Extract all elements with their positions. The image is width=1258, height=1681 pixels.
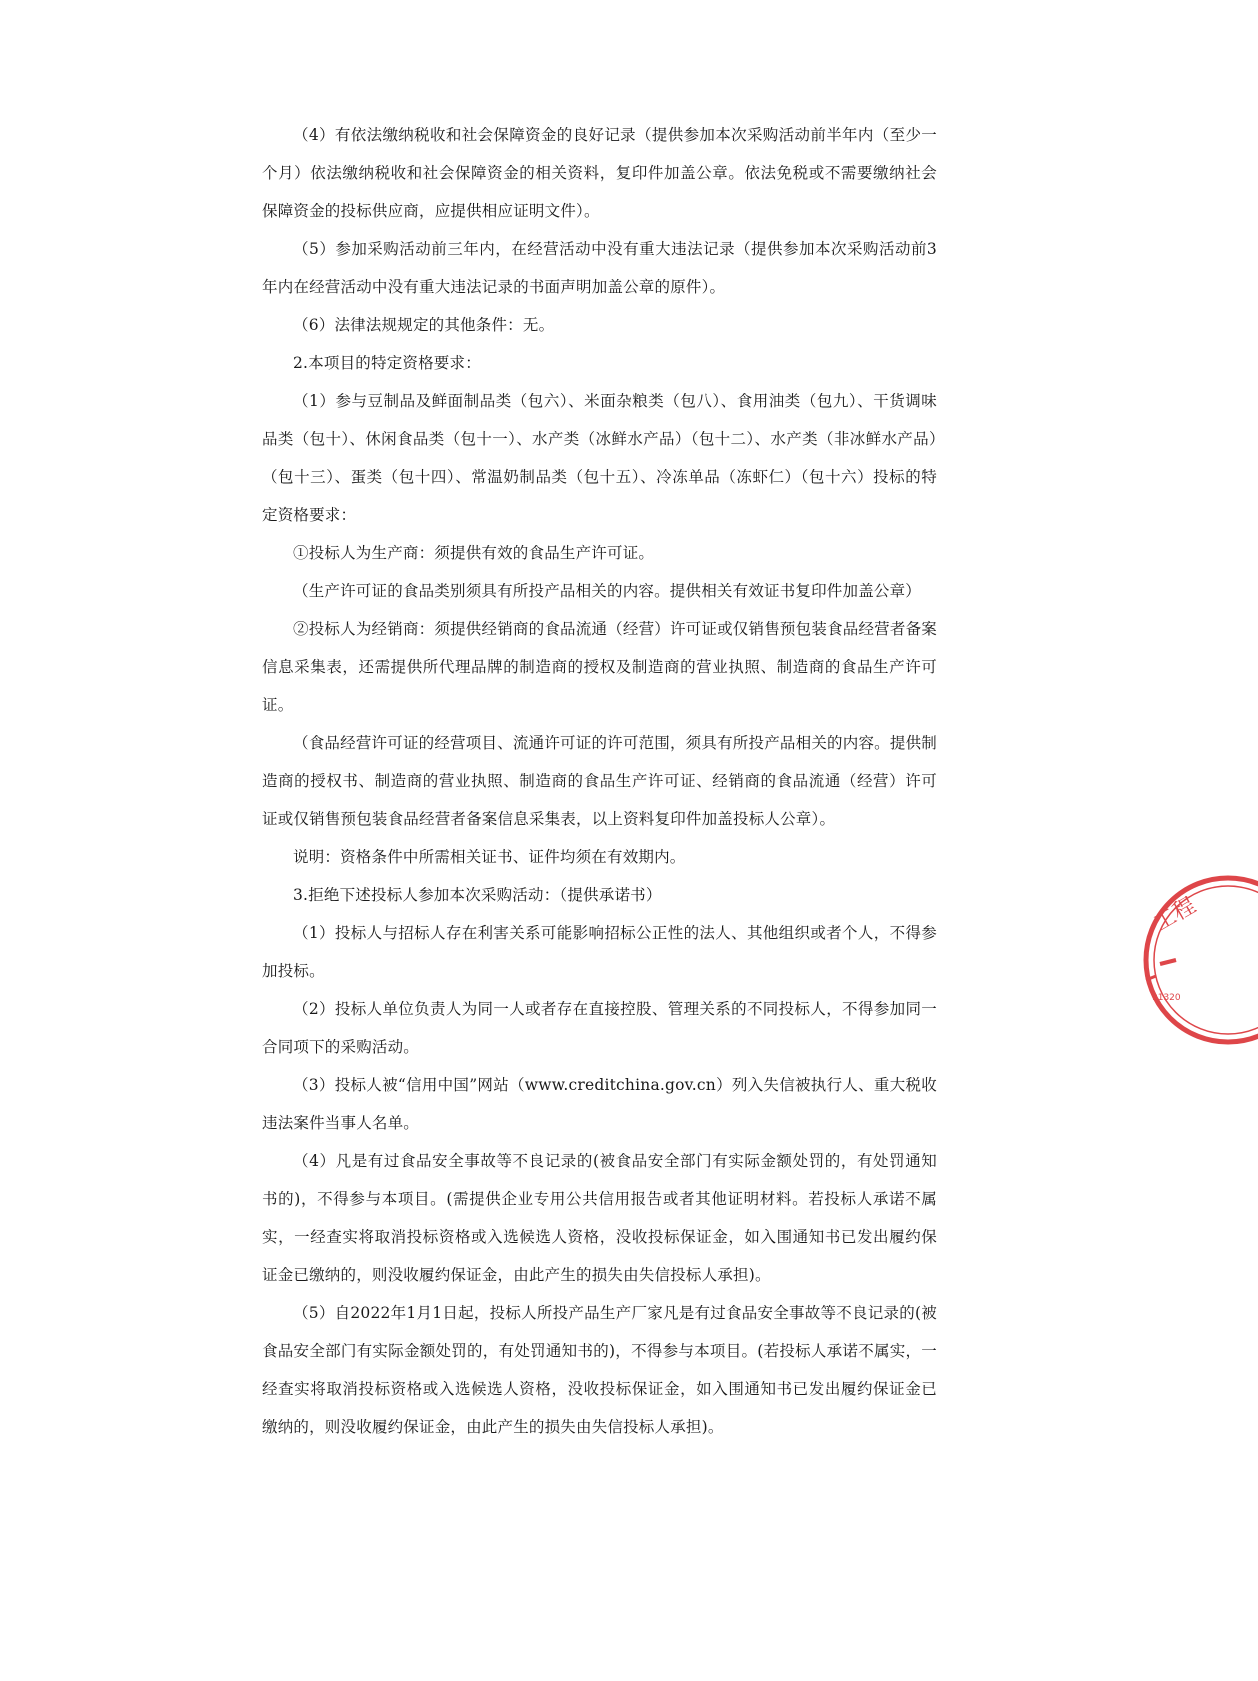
paragraph-tax-record: （4）有依法缴纳税收和社会保障资金的良好记录（提供参加本次采购活动前半年内（至少一个月）依法缴纳税收和社会保障资金的相关资料，复印件加盖公章。依法免税或不需要缴纳社会保障资金的投标供应商，应提供相应证明文件）。 bbox=[262, 126, 937, 220]
seal-text-code: 91320 bbox=[1152, 993, 1181, 1003]
paragraph-other-conditions: （6）法律法规规定的其他条件：无。 bbox=[293, 316, 555, 334]
paragraph-rejection-4: （4）凡是有过食品安全事故等不良记录的(被食品安全部门有实际金额处罚的，有处罚通知书的)，不得参与本项目。(需提供企业专用公共信用报告或者其他证明材料。若投标人承诺不属实，一经查实将取消投标资格或入选候选人资格，没收投标保证金，如入围通知书已发出履约保证金已缴纳的，则没收履约保证金，由此产生的损失由失信投标人承担)。 bbox=[262, 1152, 937, 1284]
paragraph-validity-note: 说明：资格条件中所需相关证书、证件均须在有效期内。 bbox=[293, 848, 686, 866]
paragraph-distributor: ②投标人为经销商：须提供经销商的食品流通（经营）许可证或仅销售预包装食品经营者备案信息采集表，还需提供所代理品牌的制造商的授权及制造商的营业执照、制造商的食品生产许可证。 bbox=[262, 620, 937, 714]
paragraph-producer: ①投标人为生产商：须提供有效的食品生产许可证。 bbox=[293, 544, 655, 562]
section-heading-special-requirements: 2.本项目的特定资格要求： bbox=[293, 354, 481, 372]
paragraph-distributor-note: （食品经营许可证的经营项目、流通许可证的许可范围，须具有所投产品相关的内容。提供制造商的授权书、制造商的营业执照、制造商的食品生产许可证、经销商的食品流通（经营）许可证或仅销售预包装食品经营者备案信息采集表，以上资料复印件加盖投标人公章）。 bbox=[262, 734, 937, 828]
section-heading-rejections: 3.拒绝下述投标人参加本次采购活动：（提供承诺书） bbox=[293, 886, 662, 904]
paragraph-package-list: （1）参与豆制品及鲜面制品类（包六）、米面杂粮类（包八）、食用油类（包九）、干货调味品类（包十）、休闲食品类（包十一）、水产类（冰鲜水产品）（包十二）、水产类（非冰鲜水产品）（包十三）、蛋类（包十四）、常温奶制品类（包十五）、冷冻单品（冻虾仁）（包十六）投标的特定资格要求： bbox=[262, 392, 937, 524]
official-seal-stamp bbox=[1138, 868, 1258, 1053]
seal-text-top: 工程 bbox=[1149, 893, 1201, 937]
paragraph-rejection-3: （3）投标人被“信用中国”网站（www.creditchina.gov.cn）列入失信被执行人、重大税收违法案件当事人名单。 bbox=[262, 1076, 937, 1132]
document-body bbox=[262, 116, 937, 1446]
paragraph-rejection-5: （5）自2022年1月1日起，投标人所投产品生产厂家凡是有过食品安全事故等不良记录的(被食品安全部门有实际金额处罚的，有处罚通知书的)，不得参与本项目。(若投标人承诺不属实，一经查实将取消投标资格或入选候选人资格，没收投标保证金，如入围通知书已发出履约保证金已缴纳的，则没收履约保证金，由此产生的损失由失信投标人承担)。 bbox=[262, 1304, 937, 1436]
paragraph-rejection-2: （2）投标人单位负责人为同一人或者存在直接控股、管理关系的不同投标人，不得参加同一合同项下的采购活动。 bbox=[262, 1000, 937, 1056]
paragraph-rejection-1: （1）投标人与招标人存在利害关系可能影响招标公正性的法人、其他组织或者个人，不得参加投标。 bbox=[262, 924, 937, 980]
paragraph-producer-note: （生产许可证的食品类别须具有所投产品相关的内容。提供相关有效证书复印件加盖公章） bbox=[293, 582, 922, 600]
paragraph-no-violation: （5）参加采购活动前三年内，在经营活动中没有重大违法记录（提供参加本次采购活动前3年内在经营活动中没有重大违法记录的书面声明加盖公章的原件）。 bbox=[262, 240, 937, 296]
